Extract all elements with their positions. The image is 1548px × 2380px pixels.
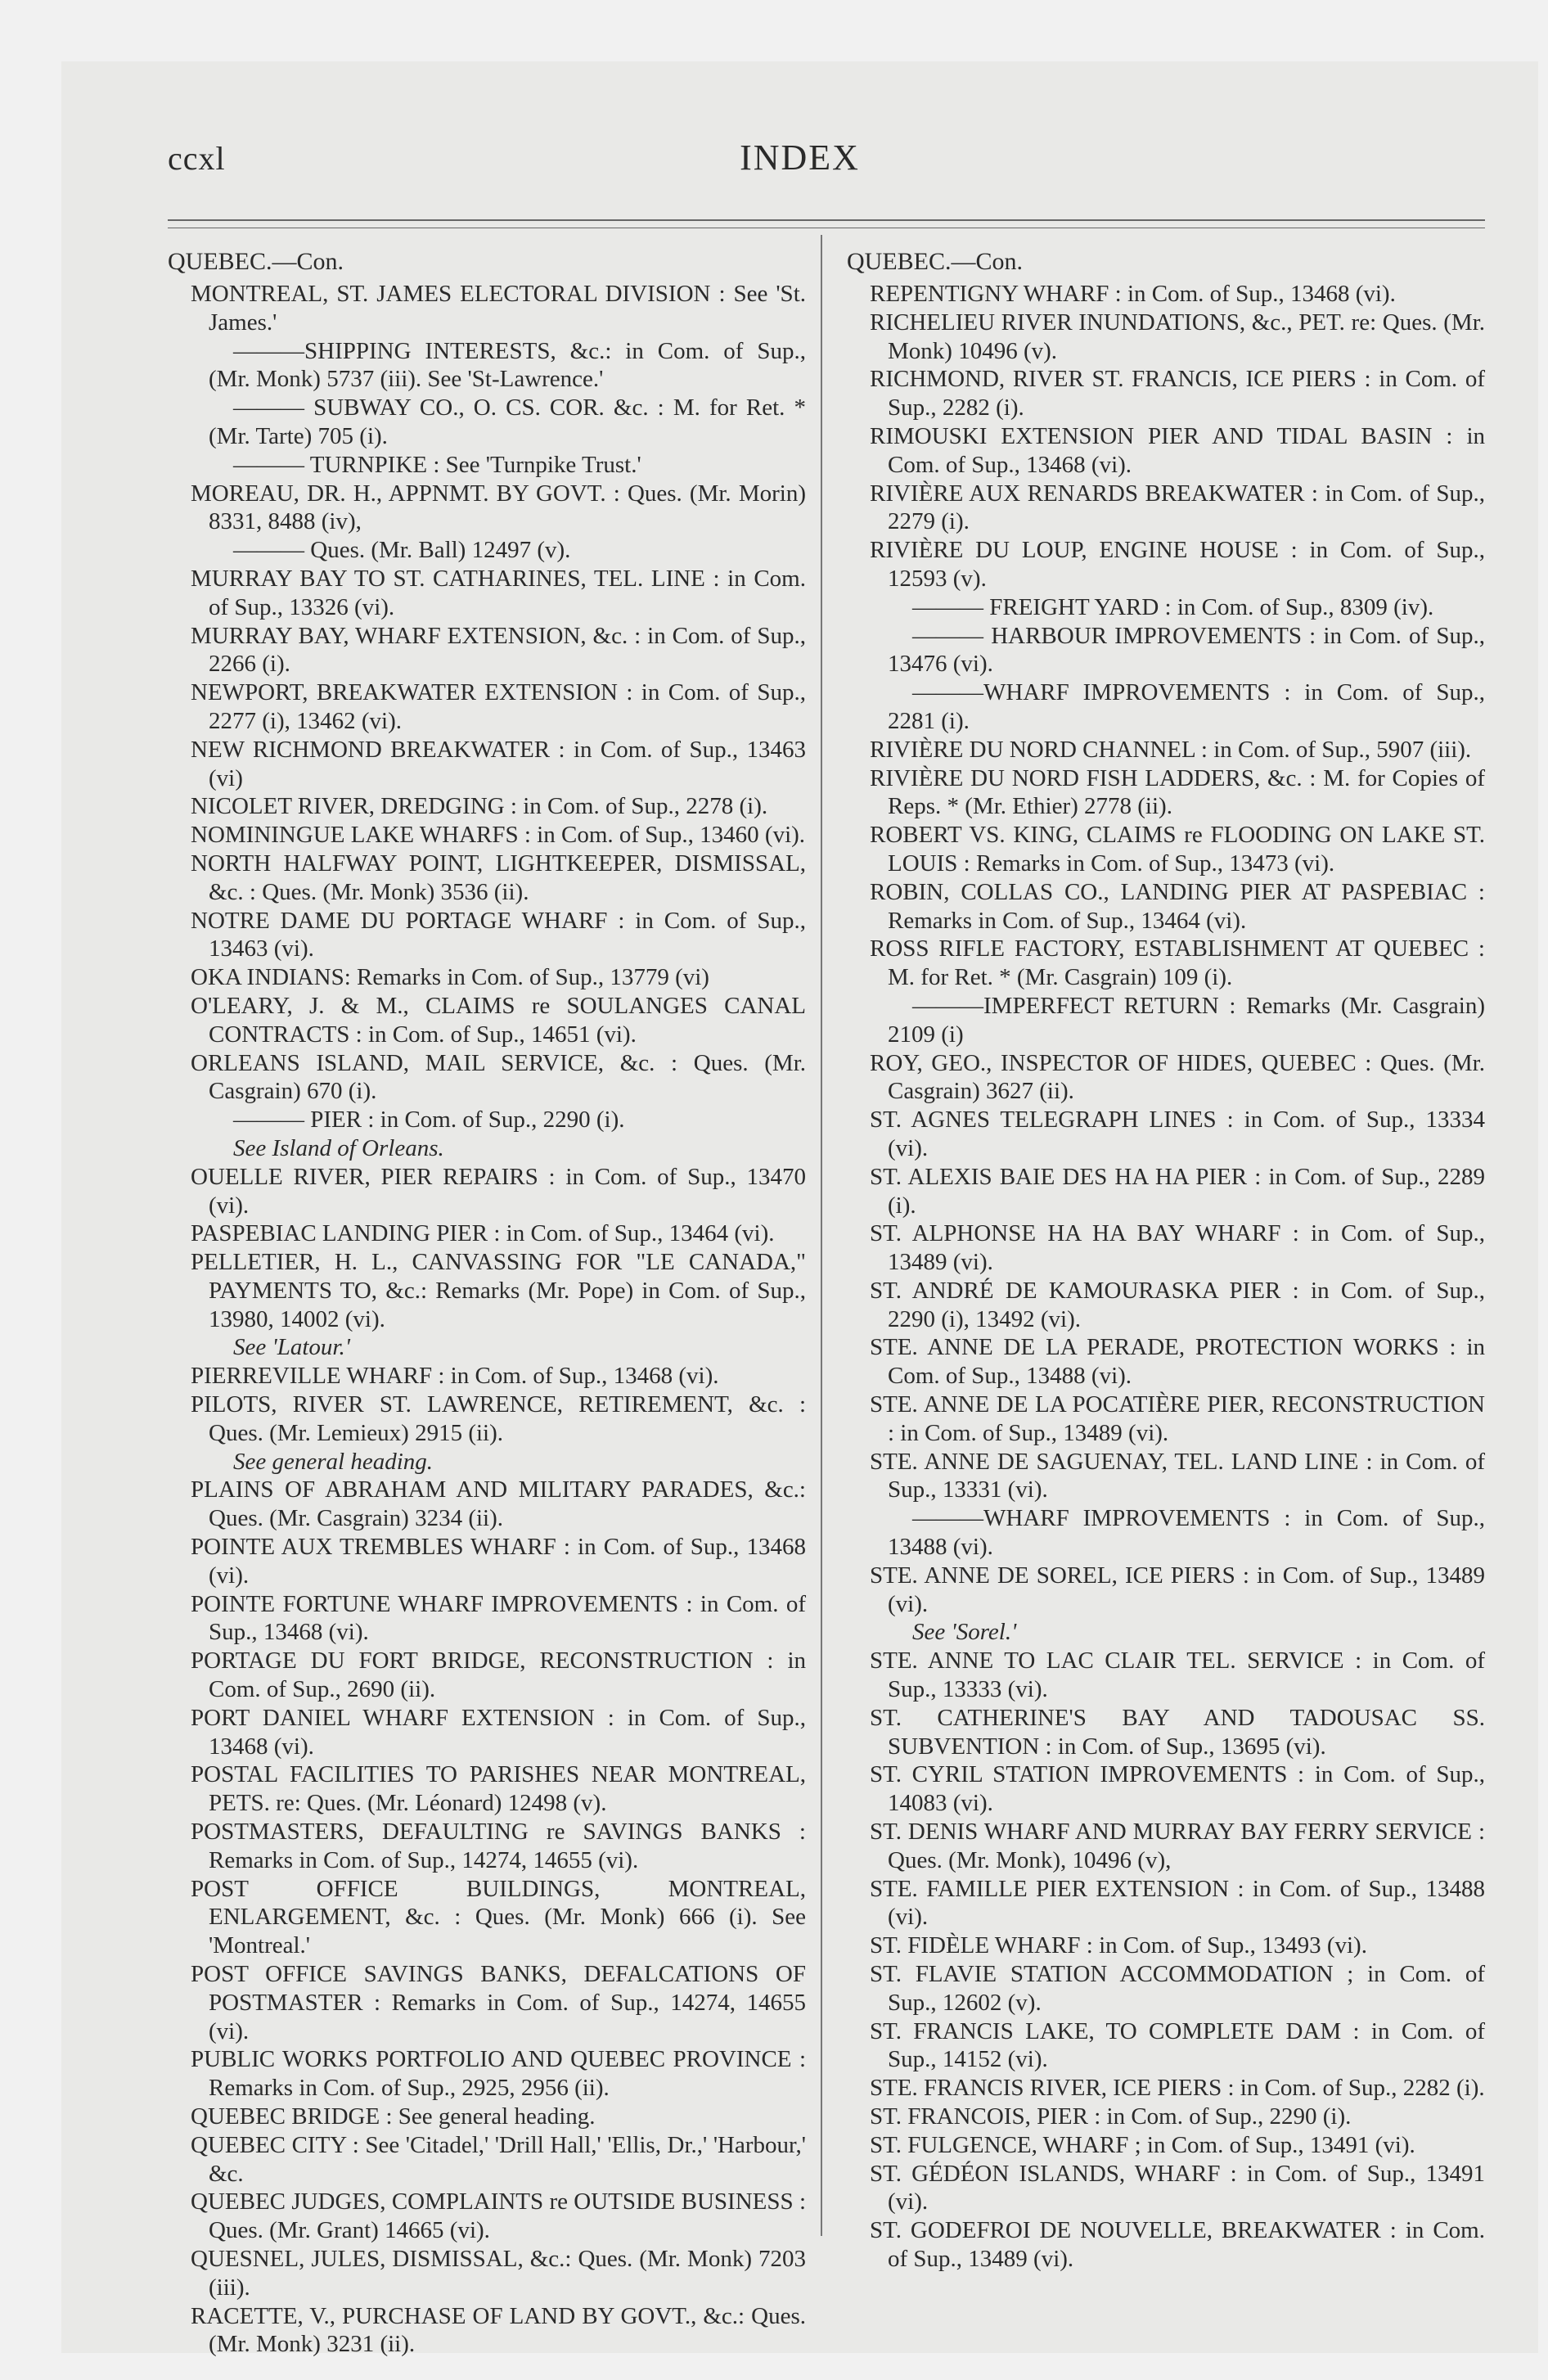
index-entry: RIVIÈRE DU NORD CHANNEL : in Com. of Sup., 5907 (iii). [870, 736, 1472, 763]
index-entry: ——— SUBWAY CO., O. CS. COR. &c. : M. for Ret. * (Mr. Tarte) 705 (i). [209, 394, 806, 449]
index-entry: ——— FREIGHT YARD : in Com. of Sup., 8309 (iv). [912, 593, 1434, 620]
index-entry: ST. CYRIL STATION IMPROVEMENTS : in Com. of Sup., 14083 (vi). [870, 1761, 1485, 1817]
index-entry: NOTRE DAME DU PORTAGE WHARF : in Com. of Sup., 13463 (vi). [191, 907, 806, 962]
index-entry: PORTAGE DU FORT BRIDGE, RECONSTRUCTION : in Com. of Sup., 2690 (ii). [191, 1648, 806, 1703]
column-heading: QUEBEC.—Con. [847, 248, 1024, 275]
index-entry: See Island of Orleans. [233, 1134, 444, 1161]
index-entry: ST. FLAVIE STATION ACCOMMODATION ; in Com. of Sup., 12602 (v). [870, 1961, 1485, 2016]
index-entry: ——— TURNPIKE : See 'Turnpike Trust.' [233, 451, 641, 478]
index-entry: ST. AGNES TELEGRAPH LINES : in Com. of Sup., 13334 (vi). [870, 1107, 1485, 1161]
index-entry: ST. GÉDÉON ISLANDS, WHARF : in Com. of Sup., 13491 (vi). [870, 2160, 1485, 2215]
index-entry: RIMOUSKI EXTENSION PIER AND TIDAL BASIN : in Com. of Sup., 13468 (vi). [870, 422, 1485, 478]
index-entry: ROBERT VS. KING, CLAIMS re FLOODING ON LAKE ST. LOUIS : Remarks in Com. of Sup., 13473 (vi). [870, 822, 1485, 877]
index-entry: ST. FRANCOIS, PIER : in Com. of Sup., 2290 (i). [870, 2103, 1352, 2130]
index-entry: QUEBEC BRIDGE : See general heading. [191, 2103, 596, 2130]
index-entry: PILOTS, RIVER ST. LAWRENCE, RETIREMENT, &c. : Ques. (Mr. Lemieux) 2915 (ii). [191, 1391, 806, 1446]
index-entry: MURRAY BAY, WHARF EXTENSION, &c. : in Com. of Sup., 2266 (i). [191, 622, 806, 678]
index-entry: PLAINS OF ABRAHAM AND MILITARY PARADES, &c.: Ques. (Mr. Casgrain) 3234 (ii). [191, 1476, 806, 1532]
index-entry: NEW RICHMOND BREAKWATER : in Com. of Sup., 13463 (vi) [191, 736, 806, 791]
index-entry: OKA INDIANS: Remarks in Com. of Sup., 13779 (vi) [191, 964, 709, 991]
index-entry: STE. FRANCIS RIVER, ICE PIERS : in Com. of Sup., 2282 (i). [870, 2075, 1485, 2102]
index-entry: QUESNEL, JULES, DISMISSAL, &c.: Ques. (Mr. Monk) 7203 (iii). [191, 2245, 806, 2301]
index-entry: ST. CATHERINE'S BAY AND TADOUSAC SS. SUBVENTION : in Com. of Sup., 13695 (vi). [870, 1704, 1485, 1760]
column-heading: QUEBEC.—Con. [168, 248, 344, 275]
index-entry: ST. ANDRÉ DE KAMOURASKA PIER : in Com. of Sup., 2290 (i), 13492 (vi). [870, 1277, 1485, 1332]
index-entry: ST. ALEXIS BAIE DES HA HA PIER : in Com. of Sup., 2289 (i). [870, 1163, 1485, 1219]
index-entry: ROBIN, COLLAS CO., LANDING PIER AT PASPEBIAC : Remarks in Com. of Sup., 13464 (vi). [870, 878, 1485, 934]
index-entry: MOREAU, DR. H., APPNMT. BY GOVT. : Ques. (Mr. Morin) 8331, 8488 (iv), [191, 480, 806, 535]
index-entry: RACETTE, V., PURCHASE OF LAND BY GOVT., &c.: Ques. (Mr. Monk) 3231 (ii). [191, 2302, 806, 2358]
index-entry: PORT DANIEL WHARF EXTENSION : in Com. of Sup., 13468 (vi). [191, 1704, 806, 1760]
index-entry: ——— Ques. (Mr. Ball) 12497 (v). [233, 537, 571, 564]
right-column [847, 246, 1485, 2274]
index-entry: ROY, GEO., INSPECTOR OF HIDES, QUEBEC : Ques. (Mr. Casgrain) 3627 (ii). [870, 1049, 1485, 1105]
index-entry: POSTAL FACILITIES TO PARISHES NEAR MONTREAL, PETS. re: Ques. (Mr. Léonard) 12498 (v). [191, 1761, 806, 1817]
index-entry: STE. FAMILLE PIER EXTENSION : in Com. of Sup., 13488 (vi). [870, 1875, 1485, 1931]
index-entry: ——— PIER : in Com. of Sup., 2290 (i). [233, 1107, 625, 1134]
index-entry: NICOLET RIVER, DREDGING : in Com. of Sup., 2278 (i). [191, 793, 768, 820]
index-entry: OUELLE RIVER, PIER REPAIRS : in Com. of Sup., 13470 (vi). [191, 1163, 806, 1219]
page-title: INDEX [740, 137, 860, 178]
index-entry: RICHELIEU RIVER INUNDATIONS, &c., PET. re: Ques. (Mr. Monk) 10496 (v). [870, 309, 1485, 364]
index-entry: PASPEBIAC LANDING PIER : in Com. of Sup., 13464 (vi). [191, 1220, 775, 1247]
index-entry: See general heading. [233, 1448, 434, 1475]
index-entry: QUEBEC JUDGES, COMPLAINTS re OUTSIDE BUSINESS : Ques. (Mr. Grant) 14665 (vi). [191, 2188, 806, 2244]
index-entry: RIVIÈRE DU LOUP, ENGINE HOUSE : in Com. of Sup., 12593 (v). [870, 537, 1485, 592]
index-entry: PELLETIER, H. L., CANVASSING FOR "LE CANADA," PAYMENTS TO, &c.: Remarks (Mr. Pope) in Com. of Sup., 13980, 14002 (vi). [191, 1249, 806, 1332]
index-entry: MURRAY BAY TO ST. CATHARINES, TEL. LINE : in Com. of Sup., 13326 (vi). [191, 565, 806, 620]
index-entry: NORTH HALFWAY POINT, LIGHTKEEPER, DISMISSAL, &c. : Ques. (Mr. Monk) 3536 (ii). [191, 850, 806, 905]
index-entry: ROSS RIFLE FACTORY, ESTABLISHMENT AT QUEBEC : M. for Ret. * (Mr. Casgrain) 109 (i). [870, 935, 1485, 991]
left-column [168, 246, 806, 2359]
index-entry: ———SHIPPING INTERESTS, &c.: in Com. of Sup., (Mr. Monk) 5737 (iii). See 'St-Lawrence.' [209, 337, 806, 393]
index-entry: NEWPORT, BREAKWATER EXTENSION : in Com. of Sup., 2277 (i), 13462 (vi). [191, 679, 806, 734]
index-entry: RIVIÈRE DU NORD FISH LADDERS, &c. : M. for Copies of Reps. * (Mr. Ethier) 2778 (ii). [870, 764, 1485, 820]
index-page [61, 61, 1538, 2358]
index-entry: ST. FIDÈLE WHARF : in Com. of Sup., 13493 (vi). [870, 1932, 1367, 1959]
index-entry: REPENTIGNY WHARF : in Com. of Sup., 13468 (vi). [870, 281, 1396, 307]
index-entry: ———WHARF IMPROVEMENTS : in Com. of Sup., 13488 (vi). [888, 1505, 1485, 1561]
index-entry: See 'Latour.' [233, 1334, 350, 1361]
index-entry: POSTMASTERS, DEFAULTING re SAVINGS BANKS : Remarks in Com. of Sup., 14274, 14655 (vi). [191, 1819, 806, 1873]
index-entry: ———WHARF IMPROVEMENTS : in Com. of Sup., 2281 (i). [888, 679, 1485, 734]
index-entry: ———IMPERFECT RETURN : Remarks (Mr. Casgrain) 2109 (i) [888, 992, 1485, 1048]
index-entry: STE. ANNE DE SAGUENAY, TEL. LAND LINE : in Com. of Sup., 13331 (vi). [870, 1448, 1485, 1503]
index-entry: QUEBEC CITY : See 'Citadel,' 'Drill Hall,' 'Ellis, Dr.,' 'Harbour,' &c. [191, 2131, 806, 2187]
index-entry: STE. ANNE DE SOREL, ICE PIERS : in Com. of Sup., 13489 (vi). [870, 1562, 1485, 1617]
index-entry: ST. FULGENCE, WHARF ; in Com. of Sup., 13491 (vi). [870, 2131, 1415, 2158]
index-entry: See 'Sorel.' [912, 1619, 1017, 1646]
index-entry: POINTE FORTUNE WHARF IMPROVEMENTS : in Com. of Sup., 13468 (vi). [191, 1590, 806, 1646]
index-entry: STE. ANNE DE LA POCATIÈRE PIER, RECONSTRUCTION : in Com. of Sup., 13489 (vi). [870, 1391, 1485, 1446]
index-entry: MONTREAL, ST. JAMES ELECTORAL DIVISION : See 'St. James.' [191, 281, 806, 336]
index-entry: STE. ANNE TO LAC CLAIR TEL. SERVICE : in Com. of Sup., 13333 (vi). [870, 1648, 1485, 1703]
column-divider [821, 235, 822, 2236]
index-entry: ——— HARBOUR IMPROVEMENTS : in Com. of Sup., 13476 (vi). [888, 622, 1485, 678]
index-entry: STE. ANNE DE LA PERADE, PROTECTION WORKS : in Com. of Sup., 13488 (vi). [870, 1334, 1485, 1390]
header-rule [168, 219, 1485, 221]
index-entry: POST OFFICE BUILDINGS, MONTREAL, ENLARGEMENT, &c. : Ques. (Mr. Monk) 666 (i). See 'Montreal.' [191, 1875, 806, 1959]
index-entry: ST. DENIS WHARF AND MURRAY BAY FERRY SERVICE : Ques. (Mr. Monk), 10496 (v), [870, 1819, 1485, 1873]
index-entry: ST. GODEFROI DE NOUVELLE, BREAKWATER : in Com. of Sup., 13489 (vi). [870, 2217, 1485, 2272]
index-entry: O'LEARY, J. & M., CLAIMS re SOULANGES CANAL CONTRACTS : in Com. of Sup., 14651 (vi). [191, 992, 806, 1048]
index-entry: RIVIÈRE AUX RENARDS BREAKWATER : in Com. of Sup., 2279 (i). [870, 480, 1485, 535]
index-entry: NOMININGUE LAKE WHARFS : in Com. of Sup., 13460 (vi). [191, 822, 806, 849]
index-entry: POST OFFICE SAVINGS BANKS, DEFALCATIONS OF POSTMASTER : Remarks in Com. of Sup., 14274, 14655 (vi). [191, 1961, 806, 2044]
index-entry: RICHMOND, RIVER ST. FRANCIS, ICE PIERS : in Com. of Sup., 2282 (i). [870, 366, 1485, 421]
index-entry: PUBLIC WORKS PORTFOLIO AND QUEBEC PROVINCE : Remarks in Com. of Sup., 2925, 2956 (ii). [191, 2046, 806, 2102]
index-entry: PIERREVILLE WHARF : in Com. of Sup., 13468 (vi). [191, 1363, 719, 1390]
index-entry: ORLEANS ISLAND, MAIL SERVICE, &c. : Ques. (Mr. Casgrain) 670 (i). [191, 1049, 806, 1105]
index-entry: ST. FRANCIS LAKE, TO COMPLETE DAM : in Com. of Sup., 14152 (vi). [870, 2017, 1485, 2073]
index-entry: ST. ALPHONSE HA HA BAY WHARF : in Com. of Sup., 13489 (vi). [870, 1220, 1485, 1276]
page-number: ccxl [168, 140, 226, 177]
index-entry: POINTE AUX TREMBLES WHARF : in Com. of Sup., 13468 (vi). [191, 1534, 806, 1589]
